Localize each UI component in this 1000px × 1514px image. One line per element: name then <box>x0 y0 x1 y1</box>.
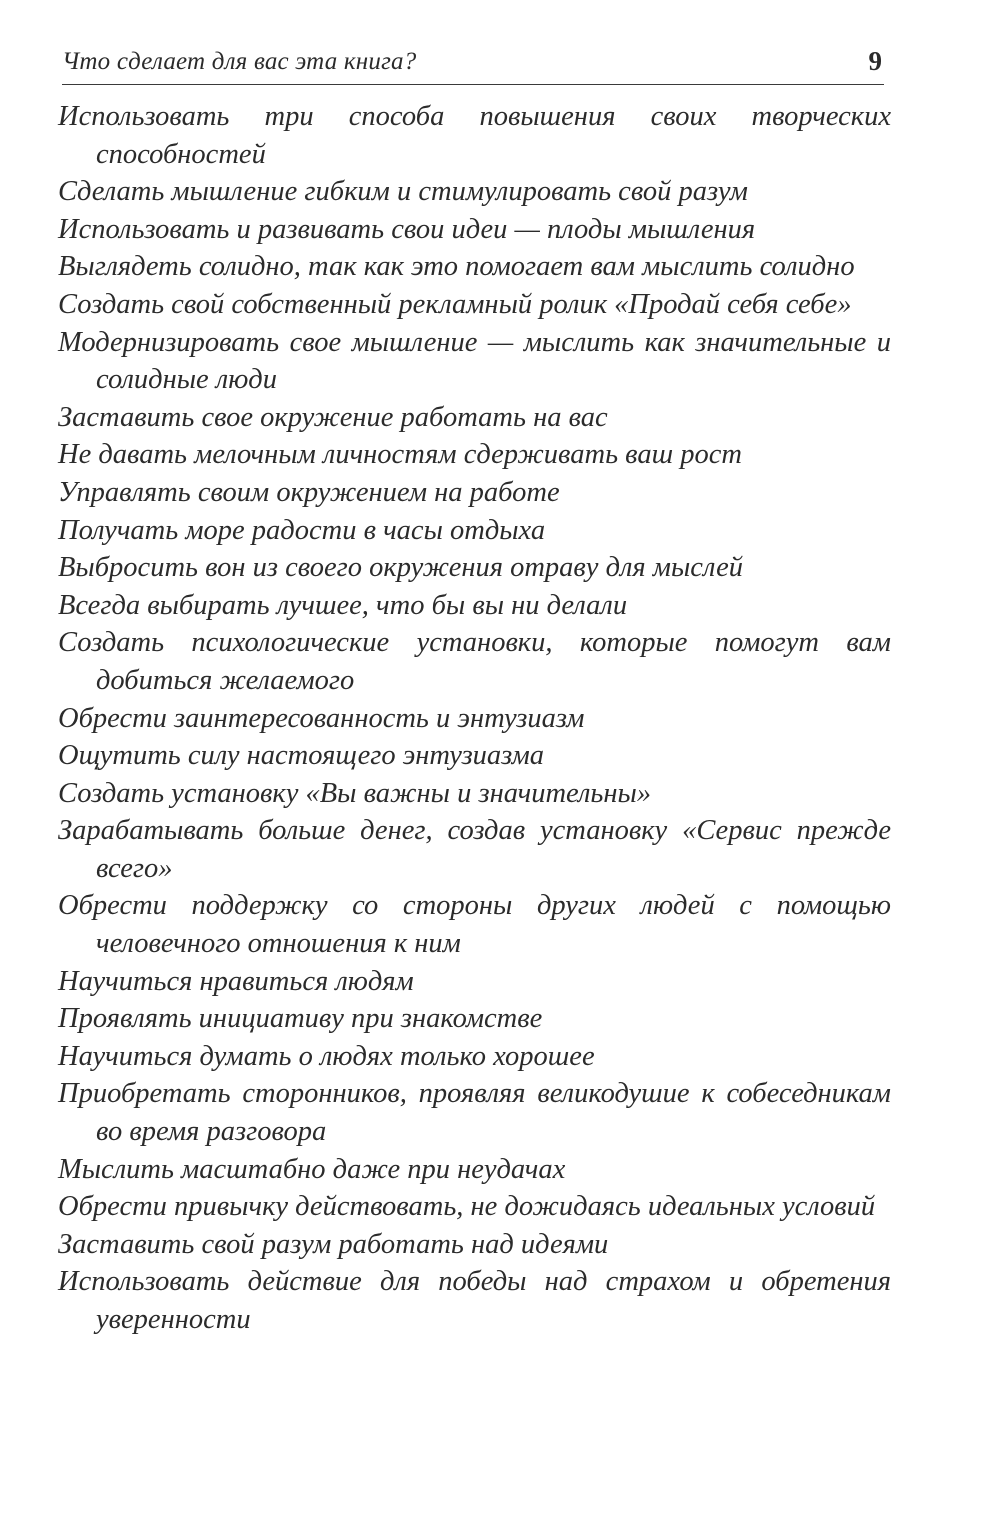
list-item: Создать психологические установки, которые помогут вам добиться желаемого <box>58 627 891 696</box>
list-item: Научиться думать о людях только хорошее <box>58 1040 595 1072</box>
list-item: Всегда выбирать лучшее, что бы вы ни делали <box>58 589 628 621</box>
list-item: Зарабатывать больше денег, создав установку «Сервис прежде всего» <box>58 815 891 884</box>
list-item: Мыслить масштабно даже при неудачах <box>58 1153 566 1185</box>
list-item: Создать свой собственный рекламный ролик «Продай себя себе» <box>58 288 852 320</box>
goal-list <box>58 98 891 1339</box>
running-title: Что сделает для вас эта книга? <box>62 48 417 75</box>
list-item: Использовать действие для победы над страхом и обретения уверенности <box>58 1266 891 1335</box>
list-item: Научиться нравиться людям <box>58 965 414 997</box>
list-item: Обрести заинтересованность и энтузиазм <box>58 702 585 734</box>
list-item: Использовать и развивать свои идеи — плоды мышления <box>58 213 756 245</box>
list-item: Проявлять инициативу при знакомстве <box>58 1003 543 1035</box>
list-item: Выглядеть солидно, так как это помогает вам мыслить солидно <box>58 251 855 283</box>
list-item: Выбросить вон из своего окружения отраву для мыслей <box>58 552 743 584</box>
list-item: Получать море радости в часы отдыха <box>58 514 546 546</box>
list-item: Создать установку «Вы важны и значительны» <box>58 777 652 809</box>
list-item: Ощутить силу настоящего энтузиазма <box>58 740 545 772</box>
list-item: Обрести поддержку со стороны других людей с помощью человечного отношения к ним <box>58 890 891 960</box>
list-item: Заставить свое окружение работать на вас <box>58 401 608 433</box>
list-item: Использовать три способа повышения своих творческих способностей <box>58 101 891 170</box>
running-head <box>62 44 884 85</box>
list-item: Модернизировать свое мышление — мыслить как значительные и солидные люди <box>58 326 891 396</box>
page-number: 9 <box>868 46 882 76</box>
list-item: Приобретать сторонников, проявляя великодушие к собеседникам во время разговора <box>58 1078 891 1148</box>
list-item: Обрести привычку действовать, не дожидаясь идеальных условий <box>58 1191 876 1223</box>
list-item: Сделать мышление гибким и стимулировать свой разум <box>58 176 748 208</box>
list-item: Заставить свой разум работать над идеями <box>58 1228 609 1260</box>
list-item: Не давать мелочным личностям сдерживать ваш рост <box>58 439 742 471</box>
list-item: Управлять своим окружением на работе <box>58 476 560 508</box>
